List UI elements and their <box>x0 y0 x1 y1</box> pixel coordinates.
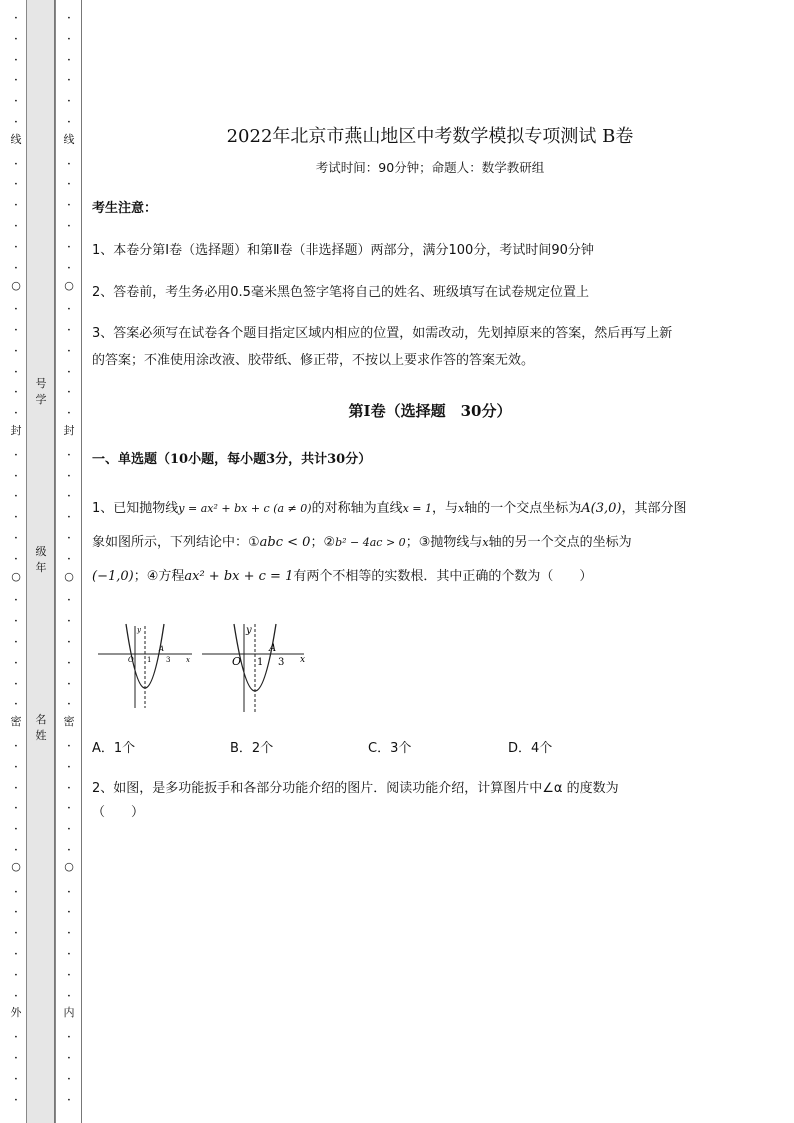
binding-dot: · <box>13 1092 19 1108</box>
binding-dot: · <box>66 94 72 110</box>
binding-dot: · <box>66 697 72 713</box>
student-id-label: 号 学 <box>35 377 47 406</box>
binding-mark: 线 <box>10 133 22 146</box>
parabola-graph-small <box>96 622 196 712</box>
q1-text: ；④方程 <box>133 569 185 584</box>
binding-dot: · <box>66 822 72 838</box>
binding-dot: · <box>13 489 19 505</box>
binding-dot: · <box>13 988 19 1004</box>
binding-mark: 密 <box>63 715 75 728</box>
binding-dot: · <box>13 593 19 609</box>
binding-mark: ○ <box>64 279 74 292</box>
q1-text: ；② <box>310 535 336 550</box>
binding-mark: 封 <box>10 424 22 437</box>
binding-dot: · <box>13 635 19 650</box>
binding-dot: · <box>66 115 72 130</box>
q1-text: 轴的另一个交点的坐标为 <box>488 535 632 550</box>
point-a-label: A <box>159 645 165 653</box>
binding-dot: · <box>13 406 19 422</box>
y-label: y <box>246 625 252 636</box>
binding-dot: · <box>66 1092 72 1108</box>
binding-mark: 封 <box>63 424 75 437</box>
binding-dot: · <box>66 468 72 484</box>
q1-text: 的对称轴为直线 <box>311 501 403 516</box>
tick-3: 3 <box>278 657 285 668</box>
binding-mark: 线 <box>63 133 75 146</box>
option-a[interactable]: A．1个 <box>92 741 136 756</box>
binding-dot: · <box>13 239 19 255</box>
binding-dot: · <box>13 364 19 380</box>
q1-x: x <box>482 536 489 549</box>
q1-text: ，其部分图 <box>621 501 687 516</box>
binding-dot: · <box>66 593 72 609</box>
binding-dot: · <box>66 364 72 380</box>
binding-dot: · <box>13 447 19 463</box>
q1-axis: x = 1 <box>402 502 432 515</box>
point-a-label: A <box>269 643 277 654</box>
tick-1: 1 <box>257 657 264 668</box>
q2-line-2: （ ） <box>92 805 145 820</box>
parabola-graph-large <box>200 622 312 714</box>
binding-dot: · <box>66 260 72 276</box>
q2-line-1: 2、如图，是多功能扳手和各部分功能介绍的图片．阅读功能介绍，计算图片中∠α 的度数为 <box>92 781 619 796</box>
page-title: 2022年北京市燕山地区中考数学模拟专项测试 B卷 <box>226 126 634 147</box>
binding-dot: · <box>66 531 72 546</box>
binding-dot: · <box>13 676 19 692</box>
q1-x: x <box>458 502 465 515</box>
q1-text: 1、已知抛物线 <box>92 501 179 516</box>
binding-dot: · <box>13 1030 19 1046</box>
binding-line-inner <box>81 0 82 1123</box>
binding-dot: · <box>66 551 72 567</box>
binding-dot: · <box>66 177 72 193</box>
q1-point: A(3,0) <box>581 501 622 516</box>
binding-dot: · <box>66 988 72 1004</box>
binding-dot: · <box>66 406 72 422</box>
q1-line-1 <box>92 496 752 522</box>
part-heading: 一、单选题（10小题，每小题3分，共计30分） <box>92 452 372 467</box>
x-label: x <box>186 656 190 664</box>
binding-dot: · <box>13 843 19 858</box>
binding-dot: · <box>13 302 19 318</box>
binding-dot: · <box>66 11 72 26</box>
binding-dot: · <box>13 947 19 962</box>
notice-item-3-cont: 的答案；不准使用涂改液、胶带纸、修正带，不按以上要求作答的答案无效。 <box>92 353 535 368</box>
binding-dot: · <box>13 219 19 234</box>
binding-dot: · <box>66 1071 72 1087</box>
binding-mark: ○ <box>64 860 74 873</box>
binding-dot: · <box>13 801 19 817</box>
q1-line-3 <box>92 564 752 590</box>
origin-label: O <box>232 655 242 668</box>
binding-dot: · <box>66 739 72 754</box>
binding-dot: · <box>66 655 72 671</box>
binding-dot: · <box>66 73 72 89</box>
binding-dot: · <box>13 1071 19 1087</box>
option-b[interactable]: B．2个 <box>230 741 274 756</box>
binding-dot: · <box>66 219 72 234</box>
exam-info: 考试时间：90分钟；命题人：数学教研组 <box>315 160 545 175</box>
binding-mark: ○ <box>11 860 21 873</box>
binding-dot: · <box>66 676 72 692</box>
binding-dot: · <box>13 905 19 921</box>
binding-dot: · <box>13 11 19 26</box>
binding-dot: · <box>13 822 19 838</box>
binding-dot: · <box>13 510 19 526</box>
origin-label: O <box>128 656 134 664</box>
notice-item-2: 2、答卷前，考生务必用0.5毫米黑色签字笔将自己的姓名、班级填写在试卷规定位置上 <box>92 285 589 300</box>
binding-dot: · <box>13 73 19 89</box>
binding-dot: · <box>66 52 72 68</box>
binding-dot: · <box>13 115 19 130</box>
binding-dot: · <box>13 156 19 172</box>
binding-dot: · <box>13 551 19 567</box>
binding-dot: · <box>66 510 72 526</box>
binding-dot: · <box>66 801 72 817</box>
binding-dot: · <box>66 967 72 983</box>
q1-cond-3: (−1,0) <box>92 569 134 584</box>
binding-mark: ○ <box>11 279 21 292</box>
binding-dot: · <box>66 780 72 796</box>
option-d[interactable]: D．4个 <box>508 741 553 756</box>
q1-text: ，与 <box>432 501 459 516</box>
binding-dot: · <box>13 759 19 775</box>
option-c[interactable]: C．3个 <box>368 741 412 756</box>
binding-dot: · <box>66 31 72 47</box>
binding-dot: · <box>66 447 72 463</box>
binding-dot: · <box>13 531 19 546</box>
section-title: 第Ⅰ卷（选择题 30分） <box>348 402 512 420</box>
binding-dot: · <box>66 239 72 255</box>
binding-dot: · <box>66 489 72 505</box>
binding-dot: · <box>66 343 72 359</box>
binding-dot: · <box>13 926 19 942</box>
binding-dot: · <box>13 884 19 900</box>
binding-mark: 外 <box>10 1006 22 1019</box>
binding-dot: · <box>66 385 72 401</box>
binding-dot: · <box>13 697 19 713</box>
binding-dot: · <box>66 323 72 338</box>
binding-dot: · <box>66 1051 72 1066</box>
binding-dot: · <box>66 843 72 858</box>
binding-dot: · <box>13 260 19 276</box>
binding-dot: · <box>13 655 19 671</box>
binding-dot: · <box>13 780 19 796</box>
outer-dotted-column <box>9 0 23 1123</box>
q1-equation: y = ax² + bx + c (a ≠ 0) <box>178 502 312 515</box>
q1-text: 有两个不相等的实数根．其中正确的个数为（ ） <box>293 569 593 584</box>
binding-dot: · <box>66 926 72 942</box>
binding-dot: · <box>66 635 72 650</box>
binding-dot: · <box>13 198 19 214</box>
q1-cond-1: abc < 0 <box>259 535 311 550</box>
binding-dot: · <box>13 52 19 68</box>
binding-dot: · <box>13 614 19 630</box>
binding-dot: · <box>66 302 72 318</box>
inner-dotted-column <box>62 0 76 1123</box>
binding-mark: 内 <box>63 1006 75 1019</box>
q1-cond-2: b² − 4ac > 0 <box>335 536 406 549</box>
tick-1: 1 <box>147 656 152 664</box>
binding-dot: · <box>66 1030 72 1046</box>
binding-margin <box>0 0 82 1123</box>
binding-dot: · <box>66 905 72 921</box>
binding-dot: · <box>13 385 19 401</box>
tick-3: 3 <box>166 656 171 664</box>
x-label: x <box>300 655 306 665</box>
binding-dot: · <box>66 198 72 214</box>
binding-dot: · <box>13 739 19 754</box>
notice-item-1: 1、本卷分第Ⅰ卷（选择题）和第Ⅱ卷（非选择题）两部分，满分100分，考试时间90分钟 <box>92 243 594 258</box>
notice-heading: 考生注意： <box>92 201 158 216</box>
q1-text: 象如图所示，下列结论中：① <box>92 535 260 550</box>
binding-dot: · <box>66 156 72 172</box>
notice-item-3: 3、答案必须写在试卷各个题目指定区域内相应的位置，如需改动，先划掉原来的答案，然后再写上新 <box>92 326 673 341</box>
q1-text: ；③抛物线与 <box>405 535 483 550</box>
binding-dot: · <box>13 967 19 983</box>
binding-dot: · <box>13 94 19 110</box>
binding-mark: ○ <box>64 570 74 583</box>
q1-text: 轴的一个交点坐标为 <box>464 501 582 516</box>
binding-dot: · <box>13 343 19 359</box>
binding-dot: · <box>66 884 72 900</box>
binding-dot: · <box>13 468 19 484</box>
binding-dot: · <box>66 759 72 775</box>
binding-dot: · <box>13 1051 19 1066</box>
q1-cond-4: ax² + bx + c = 1 <box>184 569 294 584</box>
binding-mark: 密 <box>10 715 22 728</box>
y-label: y <box>137 626 141 634</box>
binding-dot: · <box>13 323 19 338</box>
binding-dot: · <box>13 31 19 47</box>
q1-line-2 <box>92 530 752 556</box>
grade-label: 级 年 <box>35 545 47 574</box>
name-label: 名 姓 <box>35 713 47 742</box>
binding-dot: · <box>66 614 72 630</box>
binding-dot: · <box>13 177 19 193</box>
binding-line <box>54 0 55 1123</box>
binding-mark: ○ <box>11 570 21 583</box>
binding-dot: · <box>66 947 72 962</box>
